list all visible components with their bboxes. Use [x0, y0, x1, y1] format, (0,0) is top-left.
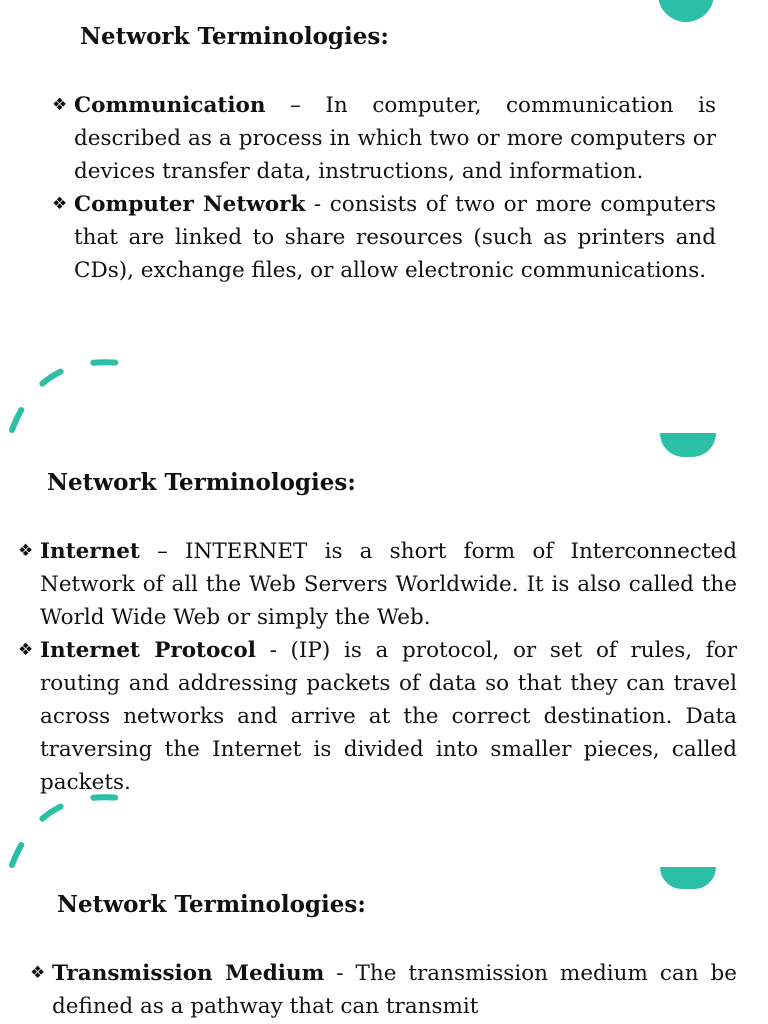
- term-list: [30, 957, 737, 1023]
- term-item-communication: [52, 89, 716, 188]
- slide-2: [0, 430, 768, 865]
- term-name: Internet Protocol: [40, 638, 256, 663]
- teal-half-circle-shape: [660, 433, 716, 457]
- slide-heading: Network Terminologies:: [80, 23, 389, 50]
- four-diamond-bullet-icon: ❖: [52, 95, 68, 115]
- slide-1: [0, 0, 768, 430]
- slide-heading: Network Terminologies:: [47, 469, 356, 496]
- term-separator: -: [255, 638, 291, 663]
- teal-half-circle-shape: [658, 0, 714, 22]
- teal-half-circle-shape: [660, 867, 716, 889]
- four-diamond-bullet-icon: ❖: [30, 963, 46, 983]
- term-item-internet-protocol: [18, 634, 737, 799]
- term-separator: -: [305, 192, 330, 217]
- term-separator: -: [324, 961, 356, 986]
- term-name: Computer Network: [74, 192, 306, 217]
- term-name: Internet: [40, 539, 140, 564]
- slide-heading: Network Terminologies:: [57, 891, 366, 918]
- term-name: Communication: [74, 93, 266, 118]
- term-separator: –: [265, 93, 326, 118]
- four-diamond-bullet-icon: ❖: [18, 541, 34, 561]
- term-list: [52, 89, 716, 287]
- term-name: Transmission Medium: [52, 961, 325, 986]
- term-item-internet: [18, 535, 737, 634]
- term-definition: consists of two or more computers that are linked to share resources (such as printers and CDs), exchange files, or allow electronic communications.: [74, 192, 716, 283]
- term-item-computer-network: [52, 188, 716, 287]
- four-diamond-bullet-icon: ❖: [18, 640, 34, 660]
- term-list: [18, 535, 737, 799]
- term-item-transmission-medium: [30, 957, 737, 1023]
- term-separator: –: [139, 539, 186, 564]
- term-definition: In computer, communication is described as a process in which two or more computers or devices transfer data, instructions, and information.: [74, 93, 716, 184]
- four-diamond-bullet-icon: ❖: [52, 194, 68, 214]
- term-definition: (IP) is a protocol, or set of rules, for routing and addressing packets of data so that they can travel across networks and arrive at the correct destination. Data traversing the Internet is divided into smaller pieces, called packets.: [40, 638, 737, 795]
- term-definition: INTERNET is a short form of Interconnected Network of all the Web Servers Worldwide. It is also called the World Wide Web or simply the Web.: [40, 539, 738, 630]
- term-definition: The transmission medium can be defined as a pathway that can transmit: [52, 961, 737, 1019]
- slide-3: [0, 865, 768, 1024]
